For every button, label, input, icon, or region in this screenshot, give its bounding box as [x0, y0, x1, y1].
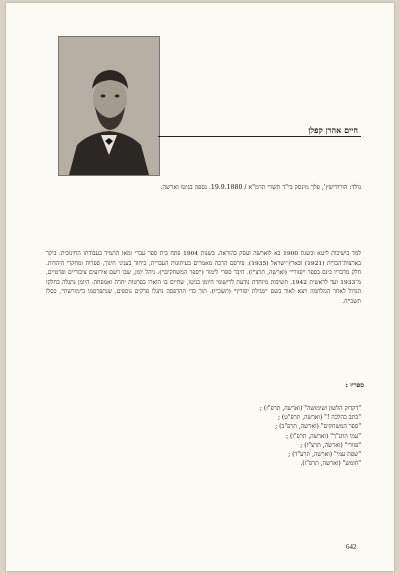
books-list [156, 404, 361, 468]
document-page [6, 3, 394, 571]
books-heading: ספריו : [345, 381, 364, 389]
book-item: "חומש" (וארשה, תרפ"ז). [300, 460, 361, 468]
book-item: "עמי התנ"ך" (וארשה, תרפ"ו) ; [286, 432, 361, 440]
book-item: "ספר המשחקים" (וארשה, תרפ"ב) ; [275, 423, 361, 431]
book-item: "שפת עמי" (וארשה, תרע"ד) ; [288, 451, 361, 459]
person-name: חיים אהרן קפלן [308, 125, 358, 135]
birth-info: נולד: הורודישץ', פלך מינסק בי"ד תשרי תרמ"א / 19.9.1880. נספה בגיטו וארשה. [160, 184, 361, 191]
biography-text [46, 250, 361, 307]
book-item: "פזורי" (וארשה, תרצ"ז) ; [300, 441, 361, 449]
biography-paragraph: למד בישיבות ליטא ובשנת 1900 בא לוארשה ועסק בהוראה. בשנות 1904 פתח בית ספר עברי ומאז התמיד בעבודתו החינוכית. ביקר בארצות־הברית (1921) ובארץ־ישראל (1935). פירסם הרבה מאמרים בעיתונות העברית, ביחוד בעניני חינוך, ספרות ומחקרי היהדות. חלק מדבריו כינס בספר "פזורי" (וארשה, תרצ"ז). חיבר ספרי לימוד ("ספר המשחקים"). ניהל יומן, שבו רשם אירועים ציבוריים ופרטיים, מ־1933 ועד לראשית 1942. חשיבות מיוחדת נודעת לרישומי היומן בגיטו, שחיים בו הוארו בפרטות יתרה ואמפחה. היומן נתגלה בחלקו הגדול לאחר המלחמה ויצא לאור בשם "מגילת יסורין" (תשכ"ו). תוך כדי ההדפסה נתגלו פרקים נוספים, שנתפרסמו ב"מורשת", כסלו תשכ"ח. [46, 251, 361, 305]
book-item: "דקדוק הלשון ושימושה" (וארשה, תרפ"ז) ; [259, 405, 361, 412]
book-item: "כתב כהלכה !" (וארשה, תרפ"ט) ; [277, 414, 361, 422]
page-number: 642 [346, 543, 357, 551]
name-underline [158, 136, 361, 137]
portrait-image [59, 37, 159, 175]
portrait-photo [58, 36, 160, 176]
